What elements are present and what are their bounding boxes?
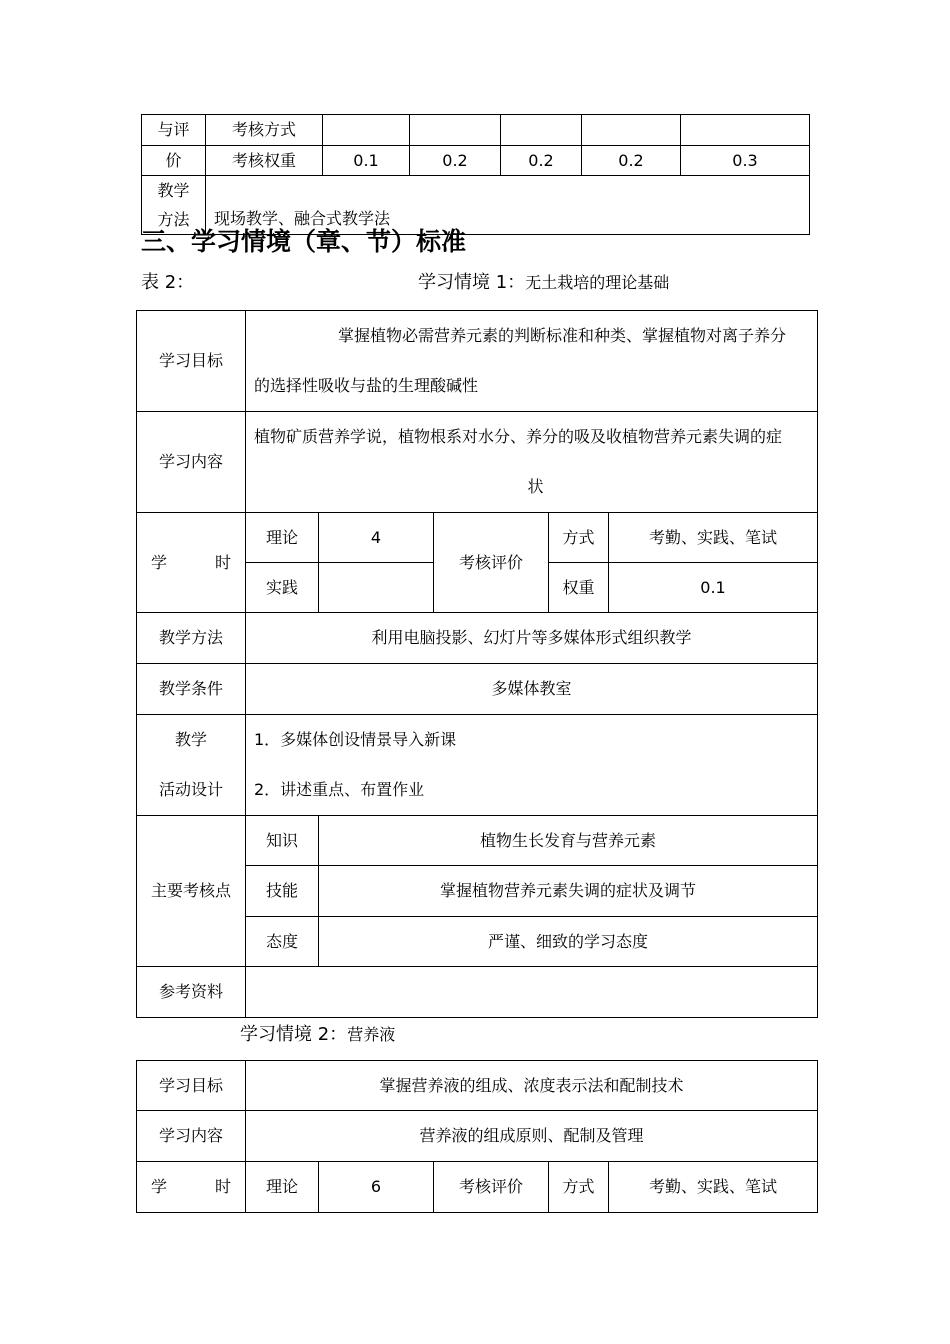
attitude-label: 态度 bbox=[246, 917, 319, 967]
situation-2-name: 营养液 bbox=[347, 1025, 396, 1044]
assess-method-cell-5 bbox=[681, 115, 810, 146]
teaching-method-label-2: 方法 bbox=[157, 210, 190, 229]
weight-label: 权重 bbox=[549, 563, 609, 613]
attitude-value: 严谨、细致的学习态度 bbox=[319, 917, 818, 967]
practice-value bbox=[319, 563, 434, 613]
hours-label-b: 时 bbox=[215, 552, 232, 572]
situation-2-title bbox=[240, 1020, 395, 1046]
s2-goal-value: 掌握营养液的组成、浓度表示法和配制技术 bbox=[246, 1061, 818, 1111]
method-label: 方式 bbox=[549, 513, 609, 563]
knowledge-label: 知识 bbox=[246, 816, 319, 866]
s2-hours-label bbox=[137, 1162, 246, 1213]
s2-assess-label: 考核评价 bbox=[434, 1162, 549, 1213]
table-2-label: 表 2： bbox=[141, 272, 195, 293]
assess-method-cell-1 bbox=[323, 115, 410, 146]
assessment-label-1: 与评 bbox=[142, 115, 206, 146]
s2-method-value: 考勤、实践、笔试 bbox=[609, 1162, 818, 1213]
theory-label: 理论 bbox=[246, 513, 319, 563]
content-label: 学习内容 bbox=[137, 412, 246, 513]
assess-method-cell-4 bbox=[582, 115, 681, 146]
teach-cond-value: 多媒体教室 bbox=[246, 664, 818, 715]
assessment-table bbox=[141, 114, 810, 235]
s2-theory-label: 理论 bbox=[246, 1162, 319, 1213]
goal-line-1: 掌握植物必需营养元素的判断标准和种类、掌握植物对离子养分 bbox=[338, 326, 787, 345]
reference-label: 参考资料 bbox=[137, 967, 246, 1018]
teach-method-value: 利用电脑投影、幻灯片等多媒体形式组织教学 bbox=[246, 613, 818, 664]
assessment-label-2: 价 bbox=[142, 146, 206, 176]
hours-label bbox=[137, 513, 246, 613]
s2-content-value: 营养液的组成原则、配制及管理 bbox=[246, 1111, 818, 1162]
theory-value: 4 bbox=[319, 513, 434, 563]
s2-hours-label-a: 学 bbox=[150, 1177, 167, 1197]
assess-label: 考核评价 bbox=[434, 513, 549, 613]
content-value bbox=[246, 412, 818, 513]
activity-label-2: 活动设计 bbox=[158, 780, 223, 799]
s2-hours-label-b: 时 bbox=[215, 1177, 232, 1197]
weight-value-2: 0.2 bbox=[410, 146, 501, 176]
situation-1-table bbox=[136, 310, 818, 1018]
skill-value: 掌握植物营养元素失调的症状及调节 bbox=[319, 866, 818, 917]
situation-2-table bbox=[136, 1060, 818, 1213]
skill-label: 技能 bbox=[246, 866, 319, 917]
situation-1-title bbox=[418, 268, 669, 294]
assess-weight-label: 考核权重 bbox=[206, 146, 323, 176]
situation-1-name: 无土栽培的理论基础 bbox=[525, 273, 670, 292]
assess-method-label: 考核方式 bbox=[206, 115, 323, 146]
s2-method-label: 方式 bbox=[549, 1162, 609, 1213]
teach-method-label: 教学方法 bbox=[137, 613, 246, 664]
situation-2-prefix: 学习情境 2： bbox=[240, 1024, 348, 1045]
activity-item-1: 1．多媒体创设情景导入新课 bbox=[254, 730, 457, 749]
content-line-1: 植物矿质营养学说，植物根系对水分、养分的吸及收植物营养元素失调的症 bbox=[254, 427, 783, 446]
teach-cond-label: 教学条件 bbox=[137, 664, 246, 715]
section-heading: 三、学习情境（章、节）标准 bbox=[141, 227, 467, 256]
teaching-method-label-1: 教学 bbox=[157, 181, 190, 200]
weight-value-4: 0.2 bbox=[582, 146, 681, 176]
activity-item-2: 2．讲述重点、布置作业 bbox=[254, 780, 425, 799]
teaching-method-value: 现场教学、融合式教学法 bbox=[206, 176, 810, 235]
weight-value-1: 0.1 bbox=[323, 146, 410, 176]
weight-value-3: 0.2 bbox=[501, 146, 582, 176]
goal-value bbox=[246, 311, 818, 412]
key-points-label: 主要考核点 bbox=[137, 816, 246, 967]
s2-goal-label: 学习目标 bbox=[137, 1061, 246, 1111]
hours-label-a: 学 bbox=[150, 552, 167, 572]
assess-method-cell-3 bbox=[501, 115, 582, 146]
content-line-2: 状 bbox=[527, 477, 544, 496]
reference-value bbox=[246, 967, 818, 1018]
assess-method-cell-2 bbox=[410, 115, 501, 146]
goal-line-2: 的选择性吸收与盐的生理酸碱性 bbox=[254, 376, 479, 395]
s2-content-label: 学习内容 bbox=[137, 1111, 246, 1162]
situation-1-prefix: 学习情境 1： bbox=[418, 272, 526, 293]
activity-label-1: 教学 bbox=[174, 730, 207, 749]
knowledge-value: 植物生长发育与营养元素 bbox=[319, 816, 818, 866]
goal-label: 学习目标 bbox=[137, 311, 246, 412]
weight-value-5: 0.3 bbox=[681, 146, 810, 176]
activity-value bbox=[246, 715, 818, 816]
s2-theory-value: 6 bbox=[319, 1162, 434, 1213]
weight-value: 0.1 bbox=[609, 563, 818, 613]
method-value: 考勤、实践、笔试 bbox=[609, 513, 818, 563]
practice-label: 实践 bbox=[246, 563, 319, 613]
activity-label bbox=[137, 715, 246, 816]
